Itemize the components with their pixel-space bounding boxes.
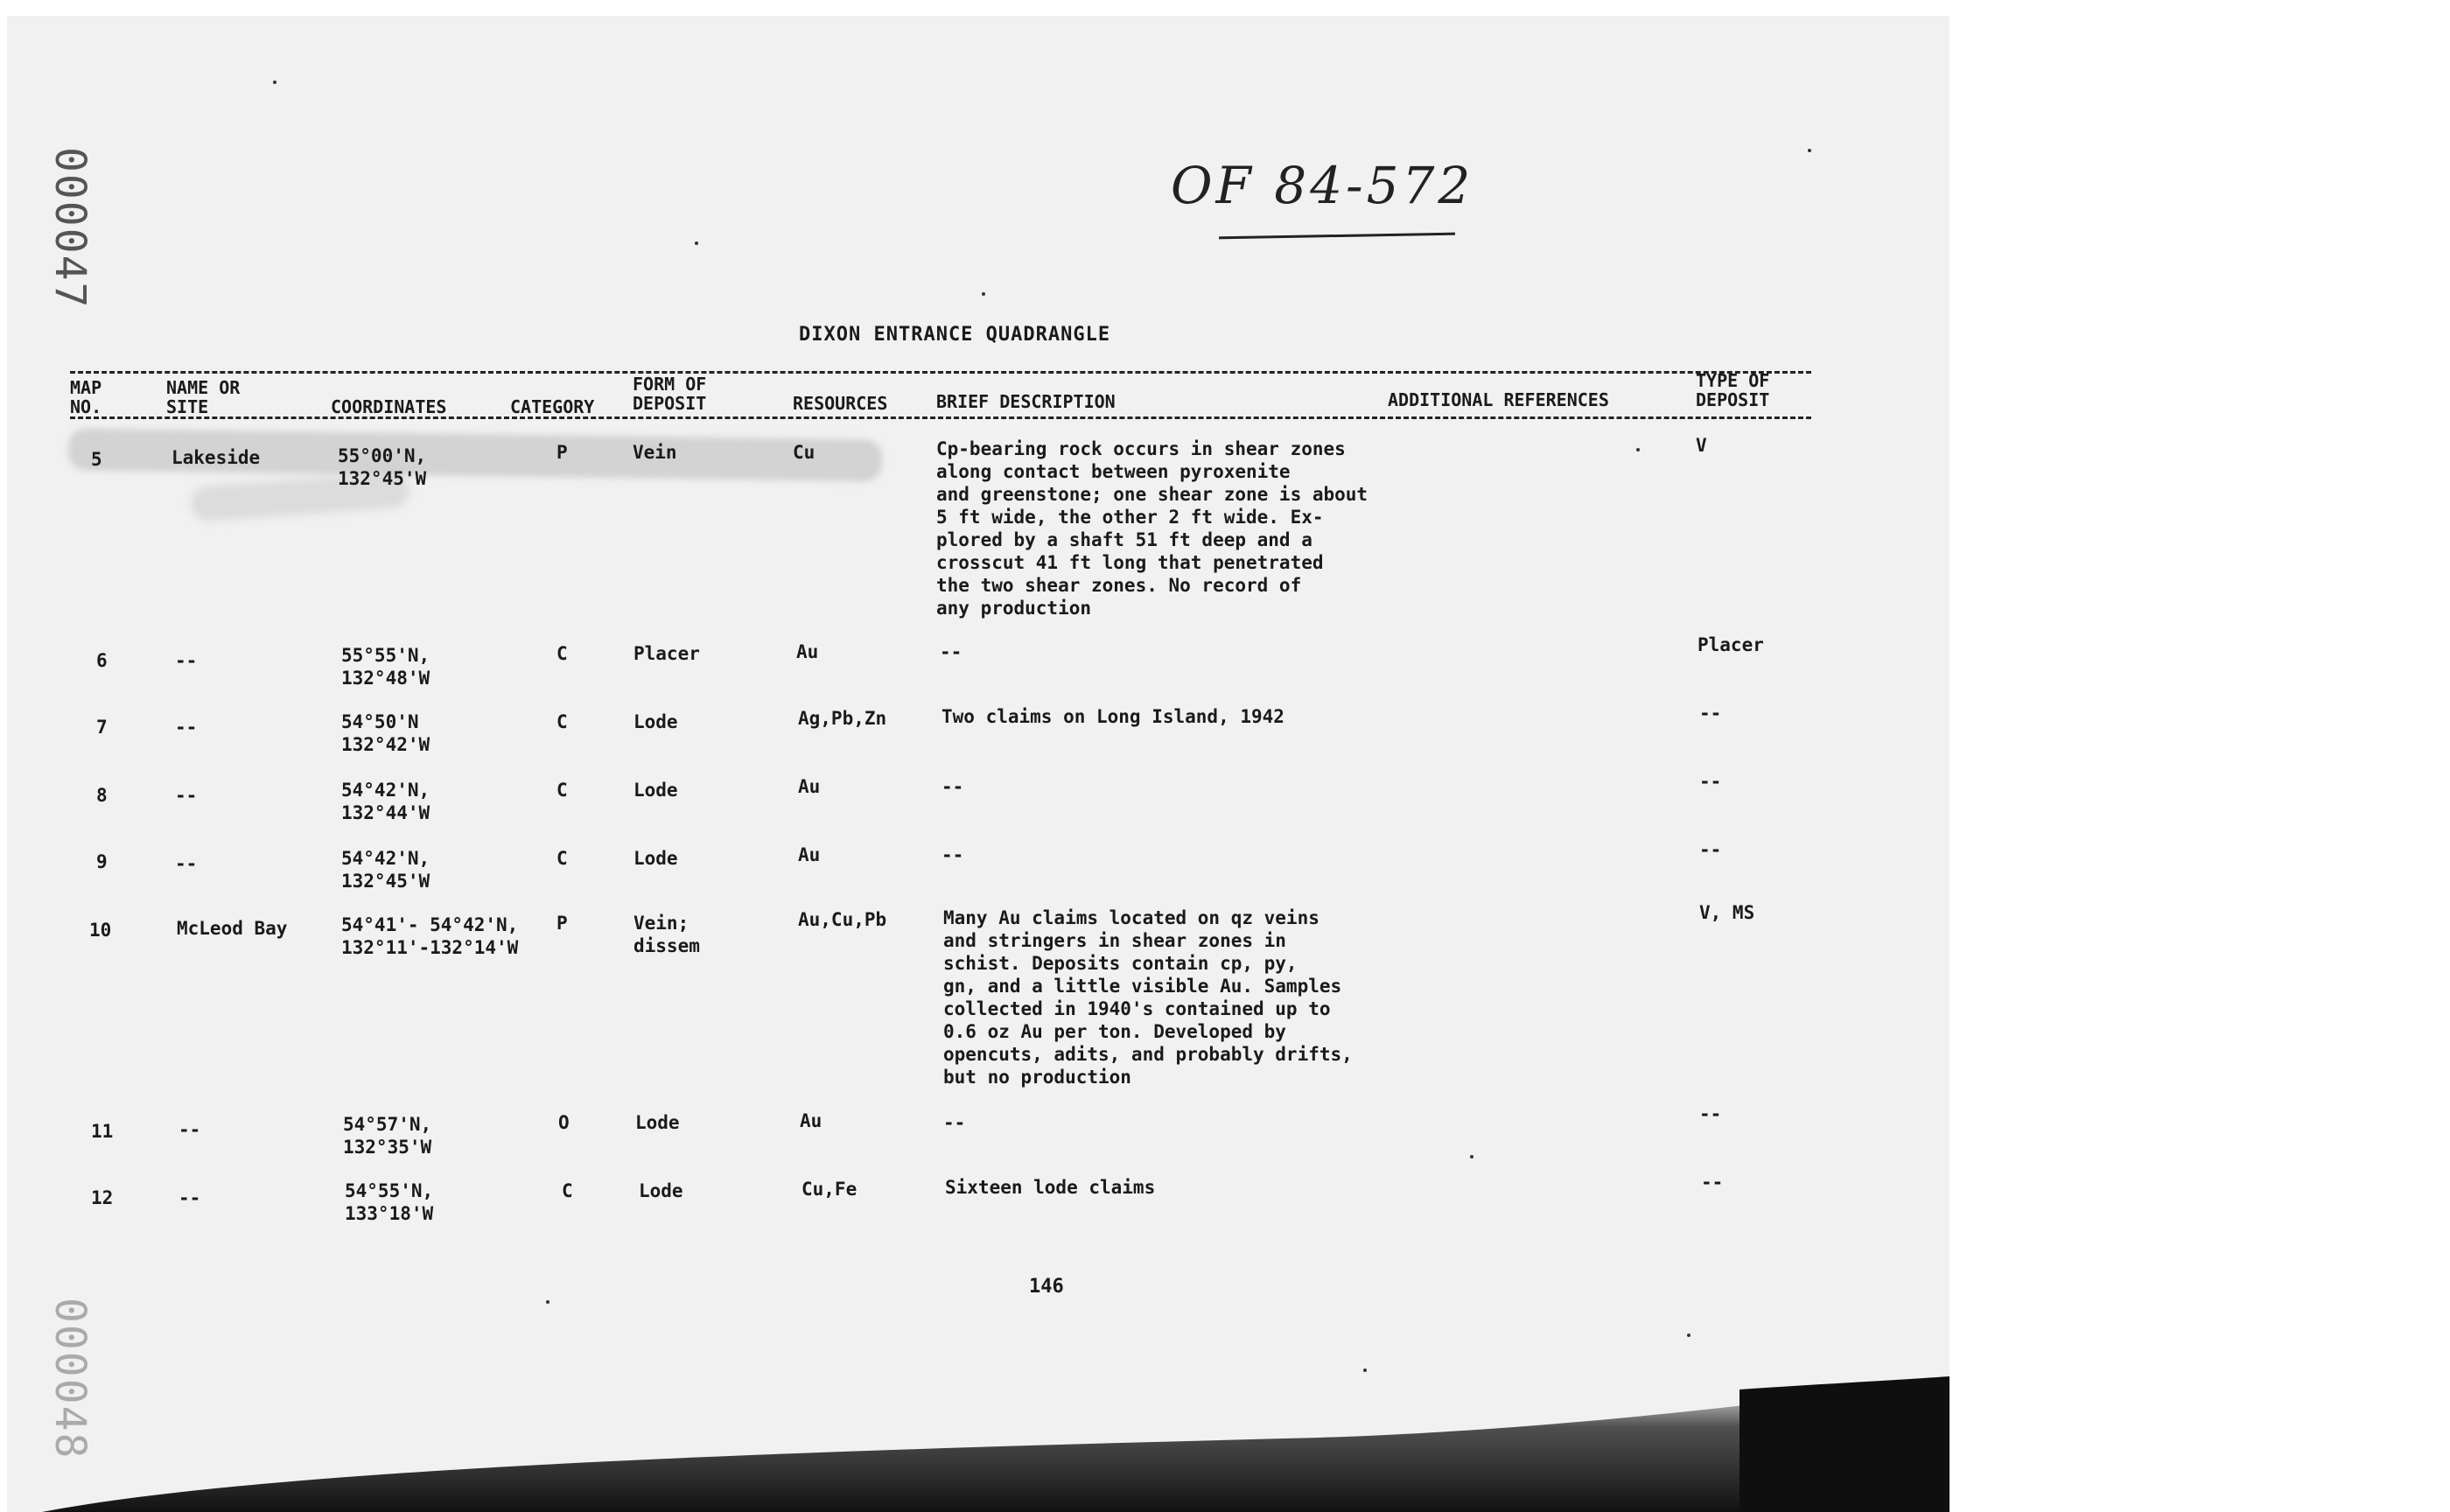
header-name: NAME OR SITE	[166, 377, 241, 417]
row-8-category: C	[556, 780, 568, 801]
side-label-top: 000047	[46, 147, 94, 310]
row-6-name: --	[175, 650, 198, 671]
row-12-category: C	[562, 1180, 573, 1201]
row-10-description: Many Au claims located on qz veins and stringers in shear zones in schist. Deposits contain cp, py, gn, and a little visible Au. Samples collected in 1940's contained up to 0.6 oz Au per ton. Developed by opencuts, adits, and probably drifts, but no production	[943, 907, 1353, 1088]
row-8-resources: Au	[798, 776, 821, 797]
row-10-type: V, MS	[1699, 902, 1755, 923]
row-5-description: Cp-bearing rock occurs in shear zones along contact between pyroxenite and greenstone; one shear zone is about 5 ft wide, the other 2 ft wide. Ex- plored by a shaft 51 ft deep and a crosscut 41 ft long that penetrated the two shear zones. No record of any production	[936, 438, 1368, 619]
row-12-name: --	[178, 1187, 201, 1208]
row-9-resources: Au	[798, 844, 821, 865]
row-5-resources: Cu	[793, 442, 816, 463]
row-8-form: Lode	[634, 780, 678, 801]
row-7-map-no: 7	[96, 717, 108, 738]
row-9-coordinates: 54°42'N, 132°45'W	[341, 848, 430, 892]
row-11-type: --	[1699, 1103, 1722, 1124]
row-12-resources: Cu,Fe	[802, 1179, 858, 1200]
row-10-resources: Au,Cu,Pb	[798, 909, 887, 930]
row-6-type: Placer	[1698, 634, 1764, 655]
row-8-name: --	[175, 785, 198, 806]
handwritten-note: OF 84-572	[1171, 156, 1474, 215]
header-coordinates: COORDINATES	[331, 396, 447, 417]
row-8-description: --	[942, 776, 964, 797]
header-category: CATEGORY	[510, 396, 595, 417]
row-6-description: --	[940, 641, 962, 662]
row-8-map-no: 8	[96, 785, 108, 806]
row-11-resources: Au	[800, 1110, 822, 1131]
row-11-description: --	[943, 1112, 966, 1133]
row-9-map-no: 9	[96, 851, 108, 872]
row-12-form: Lode	[639, 1180, 683, 1201]
header-references: ADDITIONAL REFERENCES	[1388, 389, 1609, 410]
row-5-map-no: 5	[91, 449, 102, 470]
row-11-category: O	[558, 1112, 570, 1133]
row-5-name: Lakeside	[172, 447, 261, 468]
side-label-bottom: 000048	[46, 1298, 94, 1460]
row-11-coordinates: 54°57'N, 132°35'W	[343, 1114, 432, 1158]
header-form: FORM OF DEPOSIT	[633, 374, 707, 414]
row-11-map-no: 11	[91, 1121, 114, 1142]
row-10-map-no: 10	[89, 920, 112, 941]
row-12-coordinates: 54°55'N, 133°18'W	[345, 1180, 434, 1224]
header-resources: RESOURCES	[793, 393, 888, 414]
row-8-coordinates: 54°42'N, 132°44'W	[341, 780, 430, 823]
row-6-map-no: 6	[96, 650, 108, 671]
row-7-category: C	[556, 711, 568, 732]
row-10-category: P	[556, 913, 568, 934]
row-8-type: --	[1699, 771, 1722, 792]
row-9-name: --	[175, 853, 198, 874]
row-6-category: C	[556, 643, 568, 664]
row-6-form: Placer	[634, 643, 700, 664]
header-map-no: MAP NO.	[70, 377, 102, 417]
row-10-form: Vein; dissem	[634, 913, 700, 956]
page-number: 146	[1029, 1276, 1064, 1298]
row-11-form: Lode	[635, 1112, 680, 1133]
row-6-coordinates: 55°55'N, 132°48'W	[341, 645, 430, 689]
row-12-type: --	[1701, 1172, 1724, 1193]
row-10-coordinates: 54°41'- 54°42'N, 132°11'-132°14'W	[341, 914, 519, 958]
row-7-form: Lode	[634, 711, 678, 732]
row-9-type: --	[1699, 839, 1722, 860]
row-11-name: --	[178, 1119, 201, 1140]
row-5-coordinates: 55°00'N, 132°45'W	[338, 445, 427, 489]
header-description: BRIEF DESCRIPTION	[936, 391, 1116, 412]
row-7-resources: Ag,Pb,Zn	[798, 708, 887, 729]
row-5-type: V	[1696, 435, 1707, 456]
row-5-category: P	[556, 442, 568, 463]
quadrangle-title: DIXON ENTRANCE QUADRANGLE	[799, 324, 1111, 346]
row-9-form: Lode	[634, 848, 678, 869]
document-page	[7, 16, 1950, 1512]
row-12-map-no: 12	[91, 1187, 114, 1208]
row-10-name: McLeod Bay	[177, 918, 288, 939]
header-type: TYPE OF DEPOSIT	[1696, 370, 1770, 410]
row-7-type: --	[1699, 703, 1722, 724]
row-12-description: Sixteen lode claims	[945, 1177, 1156, 1198]
row-9-category: C	[556, 848, 568, 869]
row-5-form: Vein	[633, 442, 677, 463]
scan-shadow	[7, 16, 1950, 1512]
row-7-name: --	[175, 717, 198, 738]
row-7-coordinates: 54°50'N 132°42'W	[341, 711, 430, 755]
row-9-description: --	[942, 844, 964, 865]
row-6-resources: Au	[796, 641, 819, 662]
row-7-description: Two claims on Long Island, 1942	[942, 706, 1284, 727]
